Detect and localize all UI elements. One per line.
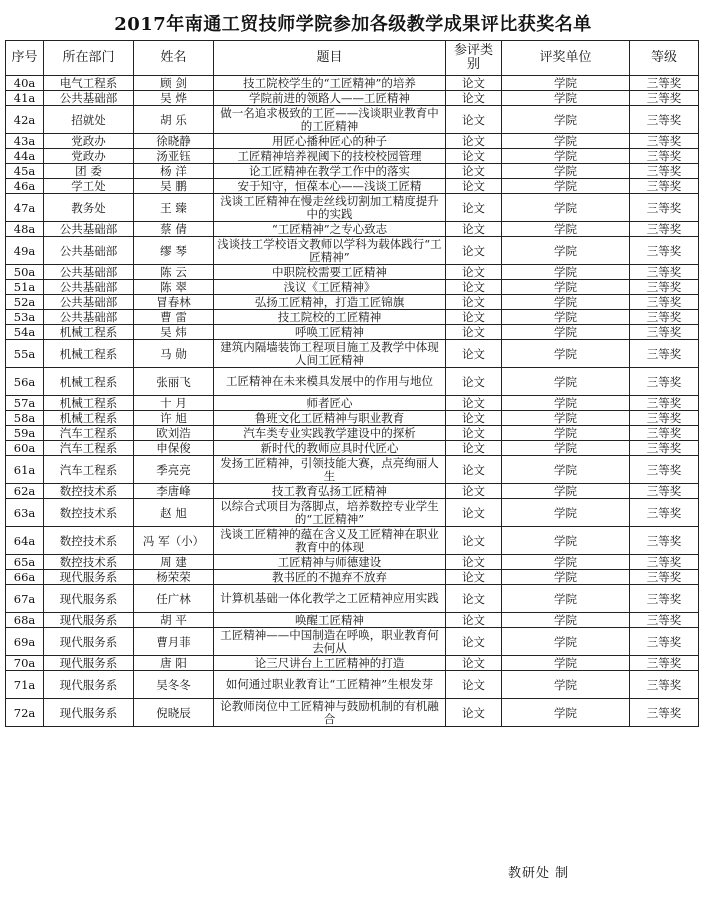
cell-topic: 工匠精神培养视阈下的技校校园管理 (214, 149, 446, 164)
cell-dept: 团 委 (44, 164, 134, 179)
footer-signature: 教研处 制 (508, 866, 570, 881)
cell-name: 吴 鹏 (134, 179, 214, 194)
header-topic: 题目 (214, 41, 446, 76)
cell-dept: 公共基础部 (44, 310, 134, 325)
cell-no: 52a (6, 295, 44, 310)
table-row (6, 585, 699, 613)
table-row (6, 310, 699, 325)
cell-unit: 学院 (502, 671, 630, 699)
cell-dept: 现代服务系 (44, 699, 134, 727)
cell-topic: 建筑内隔墙装饰工程项目施工及教学中体现人间工匠精神 (214, 340, 446, 368)
cell-unit: 学院 (502, 628, 630, 656)
table-row (6, 149, 699, 164)
cell-level: 三等奖 (630, 149, 699, 164)
cell-dept: 现代服务系 (44, 613, 134, 628)
cell-type: 论文 (446, 164, 502, 179)
cell-topic: 计算机基础一体化教学之工匠精神应用实践 (214, 585, 446, 613)
cell-name: 十 月 (134, 396, 214, 411)
cell-dept: 公共基础部 (44, 280, 134, 295)
cell-name: 马 勋 (134, 340, 214, 368)
cell-dept: 现代服务系 (44, 585, 134, 613)
cell-level: 三等奖 (630, 76, 699, 91)
cell-level: 三等奖 (630, 134, 699, 149)
table-row (6, 527, 699, 555)
cell-name: 缪 琴 (134, 237, 214, 265)
table-row (6, 134, 699, 149)
cell-no: 66a (6, 570, 44, 585)
cell-topic: 技工院校学生的“工匠精神”的培养 (214, 76, 446, 91)
table-row (6, 265, 699, 280)
cell-dept: 汽车工程系 (44, 456, 134, 484)
cell-no: 63a (6, 499, 44, 527)
cell-unit: 学院 (502, 527, 630, 555)
cell-unit: 学院 (502, 368, 630, 396)
header-level: 等级 (630, 41, 699, 76)
cell-unit: 学院 (502, 585, 630, 613)
cell-topic: 浅议《工匠精神》 (214, 280, 446, 295)
cell-dept: 机械工程系 (44, 340, 134, 368)
cell-topic: 汽车类专业实践教学建设中的探析 (214, 426, 446, 441)
cell-no: 65a (6, 555, 44, 570)
cell-no: 50a (6, 265, 44, 280)
cell-level: 三等奖 (630, 411, 699, 426)
cell-dept: 现代服务系 (44, 628, 134, 656)
cell-unit: 学院 (502, 325, 630, 340)
table-row (6, 456, 699, 484)
cell-no: 56a (6, 368, 44, 396)
cell-type: 论文 (446, 527, 502, 555)
cell-type: 论文 (446, 222, 502, 237)
cell-level: 三等奖 (630, 368, 699, 396)
cell-topic: 安于知守，恒葆本心——浅谈工匠精 (214, 179, 446, 194)
cell-no: 67a (6, 585, 44, 613)
table-row (6, 164, 699, 179)
cell-dept: 公共基础部 (44, 265, 134, 280)
cell-type: 论文 (446, 265, 502, 280)
cell-type: 论文 (446, 91, 502, 106)
cell-no: 70a (6, 656, 44, 671)
header-dept: 所在部门 (44, 41, 134, 76)
cell-topic: 如何通过职业教育让“工匠精神”生根发芽 (214, 671, 446, 699)
cell-type: 论文 (446, 179, 502, 194)
cell-type: 论文 (446, 76, 502, 91)
cell-no: 72a (6, 699, 44, 727)
cell-no: 49a (6, 237, 44, 265)
cell-dept: 党政办 (44, 134, 134, 149)
cell-dept: 机械工程系 (44, 396, 134, 411)
cell-no: 48a (6, 222, 44, 237)
cell-type: 论文 (446, 368, 502, 396)
cell-no: 59a (6, 426, 44, 441)
table-row (6, 656, 699, 671)
cell-unit: 学院 (502, 91, 630, 106)
cell-topic: 做一名追求极致的工匠——浅谈职业教育中的工匠精神 (214, 106, 446, 134)
cell-unit: 学院 (502, 280, 630, 295)
table-row (6, 671, 699, 699)
cell-no: 54a (6, 325, 44, 340)
cell-name: 许 旭 (134, 411, 214, 426)
cell-topic: 浅谈工匠精神的蕴在含义及工匠精神在职业教育中的体现 (214, 527, 446, 555)
cell-unit: 学院 (502, 340, 630, 368)
table-header-row (6, 41, 699, 76)
table-row (6, 628, 699, 656)
cell-name: 吴 炜 (134, 325, 214, 340)
table-row (6, 570, 699, 585)
cell-dept: 现代服务系 (44, 671, 134, 699)
cell-level: 三等奖 (630, 699, 699, 727)
cell-name: 冯 军（小） (134, 527, 214, 555)
cell-level: 三等奖 (630, 396, 699, 411)
cell-dept: 党政办 (44, 149, 134, 164)
cell-type: 论文 (446, 699, 502, 727)
table-row (6, 237, 699, 265)
cell-dept: 公共基础部 (44, 295, 134, 310)
cell-topic: 浅谈工匠精神在慢走丝线切割加工精度提升中的实践 (214, 194, 446, 222)
cell-type: 论文 (446, 194, 502, 222)
cell-topic: 发扬工匠精神，引领技能大赛，点亮绚丽人生 (214, 456, 446, 484)
cell-name: 曹月菲 (134, 628, 214, 656)
cell-dept: 数控技术系 (44, 484, 134, 499)
cell-name: 吴冬冬 (134, 671, 214, 699)
cell-topic: 师者匠心 (214, 396, 446, 411)
cell-dept: 现代服务系 (44, 570, 134, 585)
cell-type: 论文 (446, 106, 502, 134)
cell-level: 三等奖 (630, 585, 699, 613)
cell-level: 三等奖 (630, 265, 699, 280)
cell-no: 45a (6, 164, 44, 179)
cell-topic: 论工匠精神在教学工作中的落实 (214, 164, 446, 179)
cell-topic: 教书匠的不抛弃不放弃 (214, 570, 446, 585)
cell-type: 论文 (446, 456, 502, 484)
cell-name: 季亮亮 (134, 456, 214, 484)
table-row (6, 340, 699, 368)
cell-unit: 学院 (502, 411, 630, 426)
cell-level: 三等奖 (630, 179, 699, 194)
table-row (6, 426, 699, 441)
table-row (6, 555, 699, 570)
cell-unit: 学院 (502, 222, 630, 237)
cell-level: 三等奖 (630, 656, 699, 671)
cell-type: 论文 (446, 325, 502, 340)
cell-dept: 招就处 (44, 106, 134, 134)
cell-dept: 数控技术系 (44, 527, 134, 555)
cell-topic: 用匠心播种匠心的种子 (214, 134, 446, 149)
cell-topic: 呼唤工匠精神 (214, 325, 446, 340)
cell-unit: 学院 (502, 295, 630, 310)
cell-no: 46a (6, 179, 44, 194)
cell-topic: 论三尺讲台上工匠精神的打造 (214, 656, 446, 671)
table-row (6, 484, 699, 499)
table-row (6, 499, 699, 527)
table-row (6, 194, 699, 222)
cell-name: 周 建 (134, 555, 214, 570)
cell-name: 汤亚钰 (134, 149, 214, 164)
cell-unit: 学院 (502, 699, 630, 727)
cell-level: 三等奖 (630, 441, 699, 456)
table-row (6, 222, 699, 237)
cell-dept: 机械工程系 (44, 325, 134, 340)
cell-unit: 学院 (502, 441, 630, 456)
header-unit: 评奖单位 (502, 41, 630, 76)
cell-type: 论文 (446, 149, 502, 164)
cell-level: 三等奖 (630, 484, 699, 499)
cell-unit: 学院 (502, 484, 630, 499)
cell-topic: 工匠精神与师德建设 (214, 555, 446, 570)
cell-level: 三等奖 (630, 426, 699, 441)
cell-name: 杨荣荣 (134, 570, 214, 585)
cell-topic: 新时代的教师应具时代匠心 (214, 441, 446, 456)
cell-topic: 技工教育弘扬工匠精神 (214, 484, 446, 499)
cell-no: 41a (6, 91, 44, 106)
cell-dept: 学工处 (44, 179, 134, 194)
cell-dept: 数控技术系 (44, 499, 134, 527)
cell-level: 三等奖 (630, 613, 699, 628)
cell-topic: 论教师岗位中工匠精神与鼓励机制的有机融合 (214, 699, 446, 727)
cell-topic: 中职院校需要工匠精神 (214, 265, 446, 280)
cell-type: 论文 (446, 656, 502, 671)
cell-name: 倪晓辰 (134, 699, 214, 727)
cell-no: 42a (6, 106, 44, 134)
table-row (6, 106, 699, 134)
cell-type: 论文 (446, 441, 502, 456)
cell-type: 论文 (446, 340, 502, 368)
cell-dept: 公共基础部 (44, 222, 134, 237)
cell-no: 44a (6, 149, 44, 164)
cell-name: 曹 雷 (134, 310, 214, 325)
cell-dept: 公共基础部 (44, 237, 134, 265)
cell-no: 60a (6, 441, 44, 456)
cell-unit: 学院 (502, 656, 630, 671)
cell-name: 李唐峰 (134, 484, 214, 499)
cell-topic: 唤醒工匠精神 (214, 613, 446, 628)
cell-topic: 鲁班文化工匠精神与职业教育 (214, 411, 446, 426)
cell-name: 张丽飞 (134, 368, 214, 396)
cell-topic: 弘扬工匠精神，打造工匠锦旗 (214, 295, 446, 310)
cell-level: 三等奖 (630, 527, 699, 555)
cell-unit: 学院 (502, 179, 630, 194)
cell-name: 陈 翠 (134, 280, 214, 295)
table-row (6, 368, 699, 396)
cell-unit: 学院 (502, 310, 630, 325)
table-row (6, 441, 699, 456)
cell-unit: 学院 (502, 396, 630, 411)
cell-type: 论文 (446, 499, 502, 527)
table-row (6, 396, 699, 411)
cell-no: 40a (6, 76, 44, 91)
cell-name: 胡 乐 (134, 106, 214, 134)
cell-dept: 机械工程系 (44, 411, 134, 426)
cell-level: 三等奖 (630, 340, 699, 368)
cell-unit: 学院 (502, 499, 630, 527)
cell-name: 胡 平 (134, 613, 214, 628)
cell-type: 论文 (446, 570, 502, 585)
cell-name: 唐 阳 (134, 656, 214, 671)
cell-dept: 公共基础部 (44, 91, 134, 106)
cell-type: 论文 (446, 426, 502, 441)
cell-unit: 学院 (502, 149, 630, 164)
cell-type: 论文 (446, 280, 502, 295)
cell-type: 论文 (446, 295, 502, 310)
cell-unit: 学院 (502, 194, 630, 222)
table-row (6, 699, 699, 727)
cell-topic: 学院前进的领路人——工匠精神 (214, 91, 446, 106)
cell-no: 62a (6, 484, 44, 499)
cell-name: 徐晓静 (134, 134, 214, 149)
cell-no: 58a (6, 411, 44, 426)
cell-level: 三等奖 (630, 164, 699, 179)
cell-level: 三等奖 (630, 280, 699, 295)
header-type: 参评类别 (446, 41, 502, 76)
cell-dept: 汽车工程系 (44, 426, 134, 441)
cell-no: 43a (6, 134, 44, 149)
cell-name: 蔡 倩 (134, 222, 214, 237)
cell-dept: 汽车工程系 (44, 441, 134, 456)
cell-unit: 学院 (502, 570, 630, 585)
cell-dept: 数控技术系 (44, 555, 134, 570)
cell-level: 三等奖 (630, 91, 699, 106)
cell-unit: 学院 (502, 76, 630, 91)
cell-type: 论文 (446, 484, 502, 499)
cell-type: 论文 (446, 411, 502, 426)
cell-unit: 学院 (502, 106, 630, 134)
cell-name: 陈 云 (134, 265, 214, 280)
award-table (5, 40, 699, 727)
table-row (6, 411, 699, 426)
cell-level: 三等奖 (630, 555, 699, 570)
cell-no: 68a (6, 613, 44, 628)
cell-level: 三等奖 (630, 456, 699, 484)
cell-dept: 机械工程系 (44, 368, 134, 396)
cell-name: 欧刘浩 (134, 426, 214, 441)
cell-level: 三等奖 (630, 671, 699, 699)
cell-unit: 学院 (502, 426, 630, 441)
cell-no: 55a (6, 340, 44, 368)
table-row (6, 91, 699, 106)
cell-topic: 技工院校的工匠精神 (214, 310, 446, 325)
cell-level: 三等奖 (630, 222, 699, 237)
cell-no: 53a (6, 310, 44, 325)
cell-topic: “工匠精神”之专心致志 (214, 222, 446, 237)
cell-topic: 工匠精神——中国制造在呼唤，职业教育何去何从 (214, 628, 446, 656)
cell-level: 三等奖 (630, 325, 699, 340)
cell-type: 论文 (446, 585, 502, 613)
cell-no: 51a (6, 280, 44, 295)
cell-name: 王 臻 (134, 194, 214, 222)
cell-name: 申保俊 (134, 441, 214, 456)
cell-type: 论文 (446, 555, 502, 570)
table-row (6, 325, 699, 340)
cell-name: 赵 旭 (134, 499, 214, 527)
cell-type: 论文 (446, 671, 502, 699)
cell-dept: 现代服务系 (44, 656, 134, 671)
cell-type: 论文 (446, 134, 502, 149)
cell-name: 冒春林 (134, 295, 214, 310)
cell-unit: 学院 (502, 164, 630, 179)
cell-name: 吴 烨 (134, 91, 214, 106)
cell-topic: 工匠精神在未来模具发展中的作用与地位 (214, 368, 446, 396)
cell-type: 论文 (446, 628, 502, 656)
cell-name: 顾 剑 (134, 76, 214, 91)
cell-level: 三等奖 (630, 237, 699, 265)
document-title: 2017年南通工贸技师学院参加各级教学成果评比获奖名单 (114, 14, 592, 35)
cell-unit: 学院 (502, 265, 630, 280)
cell-type: 论文 (446, 237, 502, 265)
cell-level: 三等奖 (630, 310, 699, 325)
cell-unit: 学院 (502, 555, 630, 570)
cell-level: 三等奖 (630, 295, 699, 310)
cell-level: 三等奖 (630, 194, 699, 222)
cell-level: 三等奖 (630, 628, 699, 656)
table-row (6, 295, 699, 310)
cell-dept: 电气工程系 (44, 76, 134, 91)
cell-topic: 浅谈技工学校语文教师以学科为载体践行“工匠精神” (214, 237, 446, 265)
table-row (6, 280, 699, 295)
cell-name: 任广林 (134, 585, 214, 613)
cell-no: 69a (6, 628, 44, 656)
table-row (6, 613, 699, 628)
cell-unit: 学院 (502, 237, 630, 265)
cell-no: 57a (6, 396, 44, 411)
header-name: 姓名 (134, 41, 214, 76)
table-row (6, 76, 699, 91)
cell-level: 三等奖 (630, 499, 699, 527)
cell-level: 三等奖 (630, 106, 699, 134)
cell-unit: 学院 (502, 613, 630, 628)
cell-no: 61a (6, 456, 44, 484)
table-row (6, 179, 699, 194)
cell-no: 64a (6, 527, 44, 555)
cell-no: 71a (6, 671, 44, 699)
cell-unit: 学院 (502, 456, 630, 484)
cell-type: 论文 (446, 310, 502, 325)
cell-level: 三等奖 (630, 570, 699, 585)
cell-no: 47a (6, 194, 44, 222)
cell-dept: 教务处 (44, 194, 134, 222)
cell-name: 杨 洋 (134, 164, 214, 179)
cell-unit: 学院 (502, 134, 630, 149)
cell-type: 论文 (446, 396, 502, 411)
header-no: 序号 (6, 41, 44, 76)
cell-type: 论文 (446, 613, 502, 628)
cell-topic: 以综合式项目为落脚点，培养数控专业学生的“工匠精神” (214, 499, 446, 527)
